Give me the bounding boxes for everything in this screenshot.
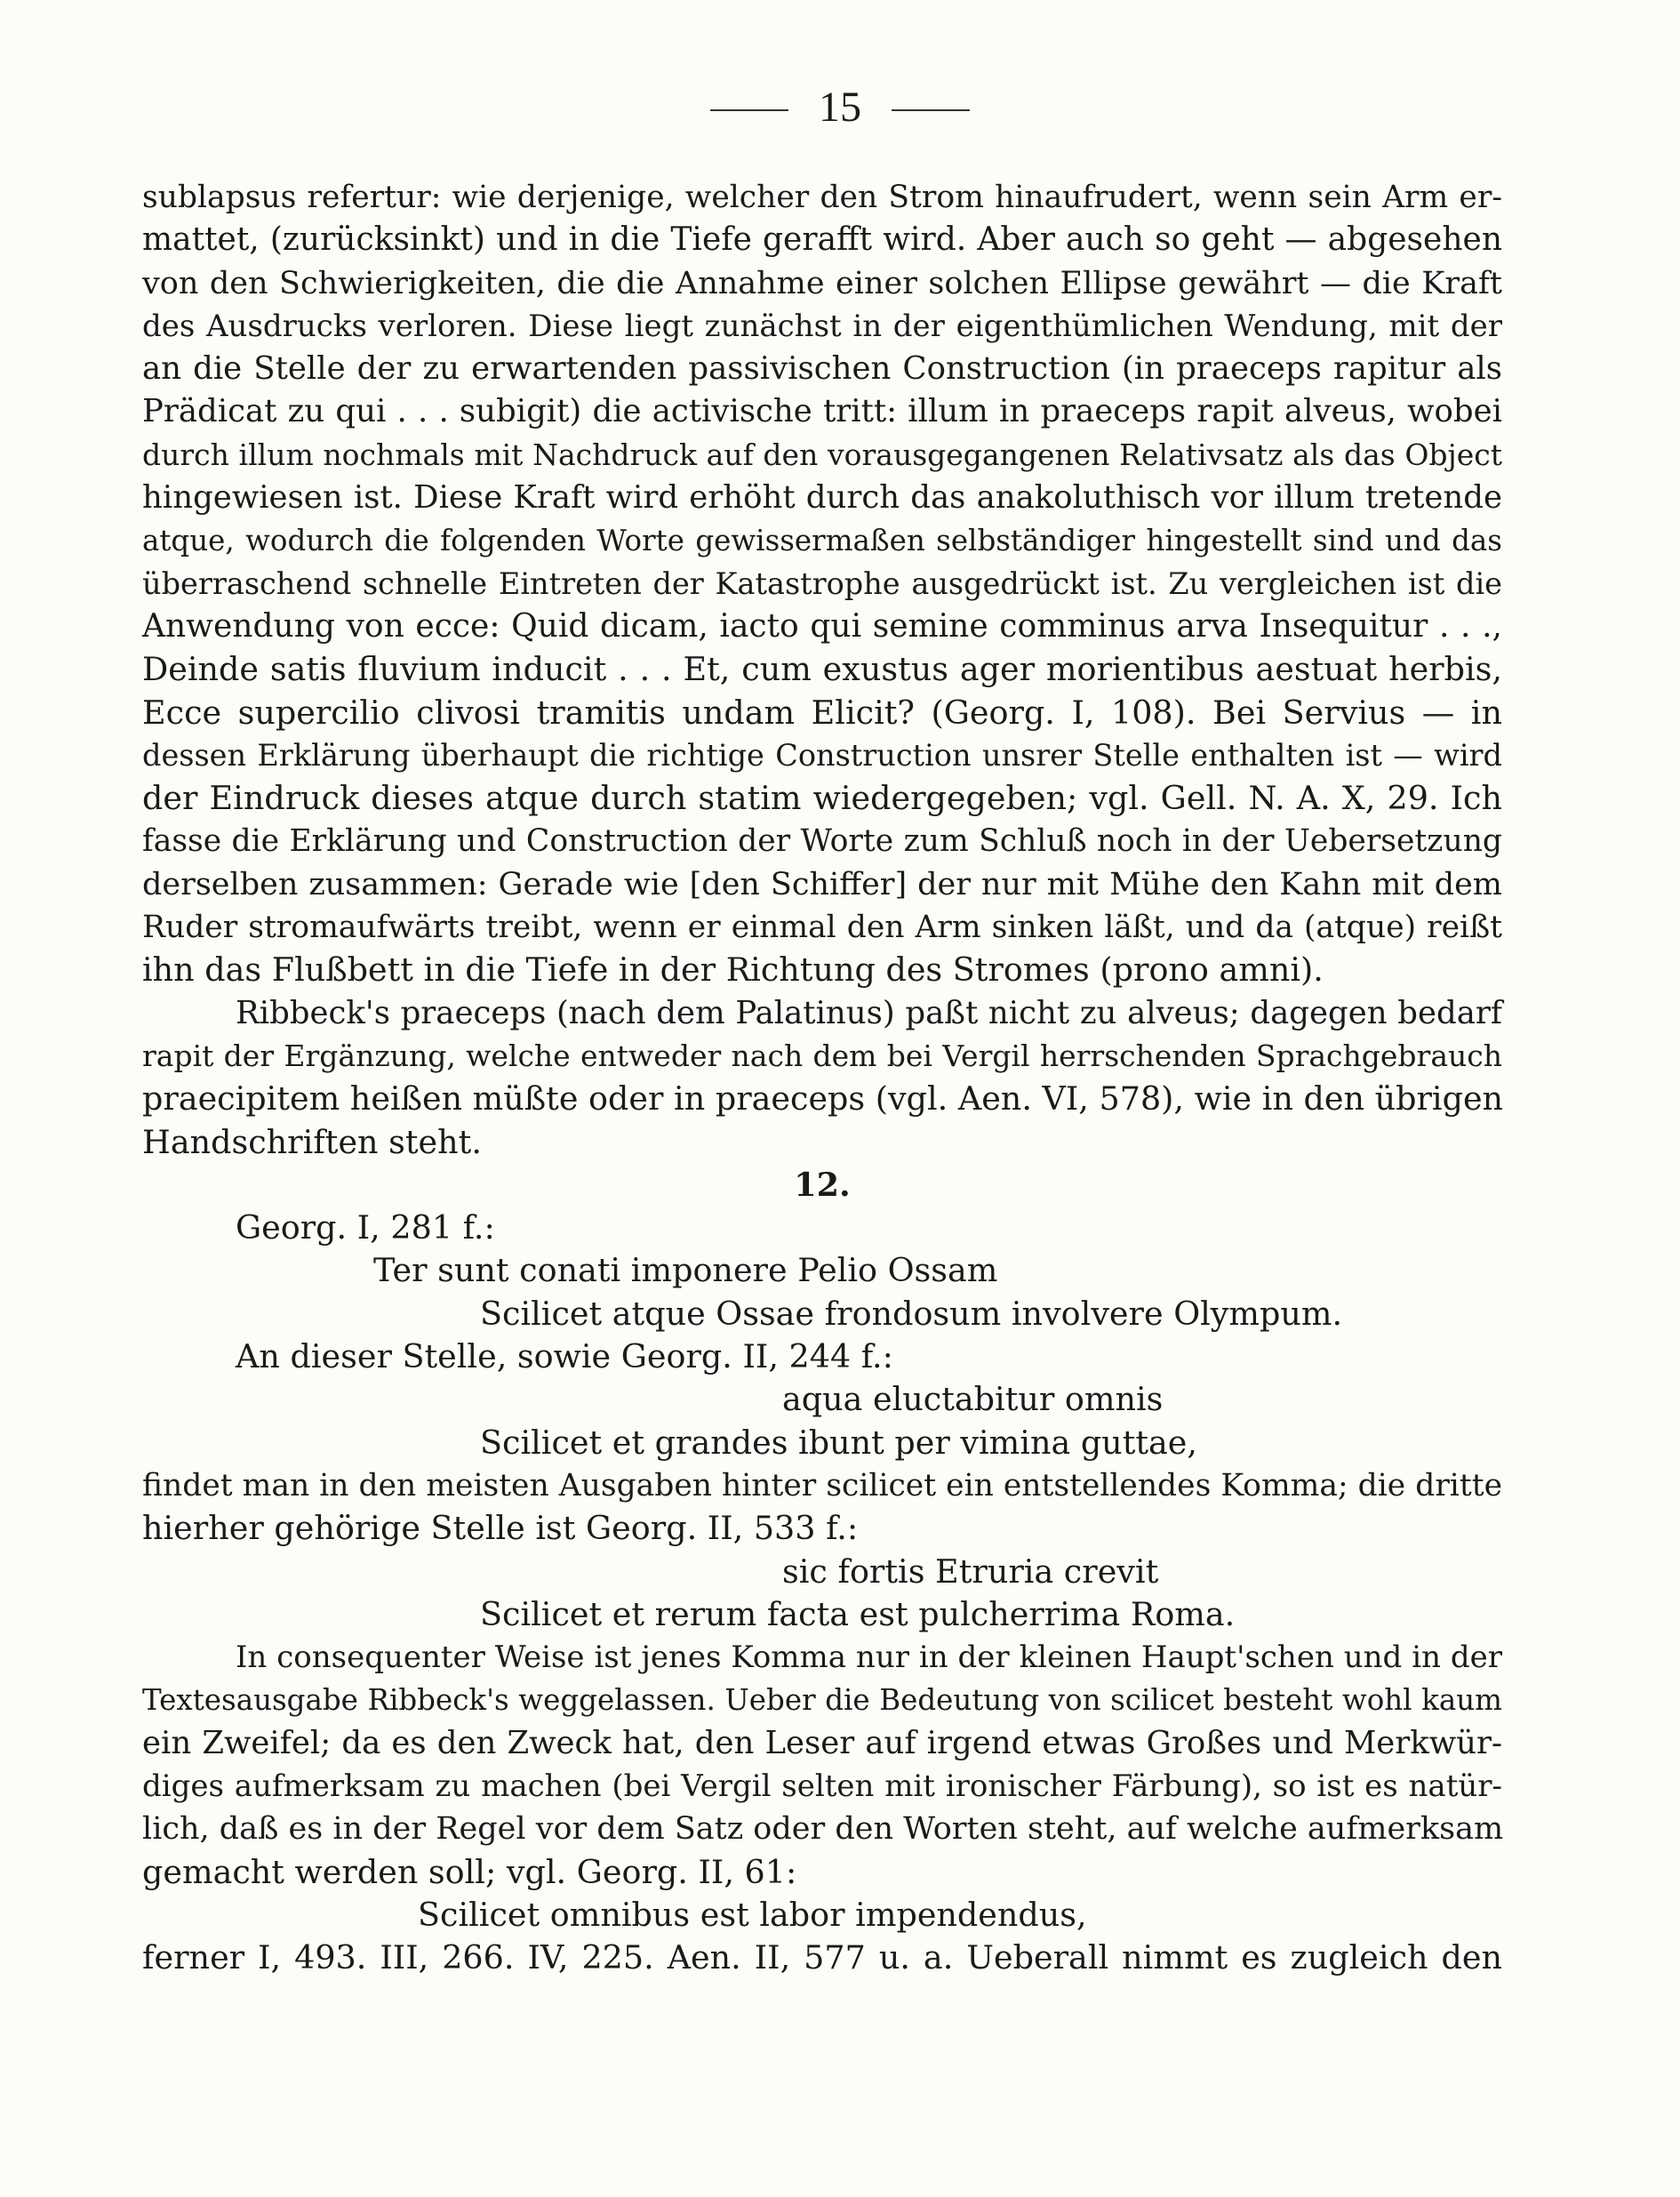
- text-line: hierher gehörige Stelle ist Georg. II, 533 f.:: [142, 1509, 859, 1548]
- page-header: [0, 80, 1680, 133]
- text-line: praecipitem heißen müßte oder in praeceps (vgl. Aen. VI, 578), wie in den übrigen: [142, 1079, 1504, 1119]
- text-line: Ecce supercilio clivosi tramitis undam Elicit? (Georg. I, 108). Bei Servius — in: [142, 693, 1502, 732]
- text-line: Textesausgabe Ribbeck's weggelassen. Ueber die Bedeutung von scilicet besteht wohl kaum: [142, 1683, 1502, 1718]
- text-line: diges aufmerksam zu machen (bei Vergil selten mit ironischer Färbung), so ist es natür-: [142, 1768, 1502, 1804]
- text-line: mattet, (zurücksinkt) und in die Tiefe gerafft wird. Aber auch so geht — abgesehen: [142, 221, 1502, 259]
- verse-line: aqua eluctabitur omnis: [782, 1380, 1164, 1419]
- verse-line: sic fortis Etruria crevit: [782, 1552, 1159, 1591]
- text-line: sublapsus refertur: wie derjenige, welcher den Strom hinaufrudert, wenn sein Arm er-: [142, 180, 1502, 215]
- verse-line: Scilicet et rerum facta est pulcherrima Roma.: [480, 1594, 1236, 1633]
- header-rule-right: [892, 109, 970, 111]
- text-line: An dieser Stelle, sowie Georg. II, 244 f.:: [236, 1337, 893, 1376]
- text-line: überraschend schnelle Eintreten der Katastrophe ausgedrückt ist. Zu vergleichen ist die: [142, 565, 1502, 601]
- text-line: hingewiesen ist. Diese Kraft wird erhöht durch das anakoluthisch vor illum tretende: [142, 479, 1502, 517]
- text-line: fasse die Erklärung und Construction der Worte zum Schluß noch in der Uebersetzung: [142, 823, 1502, 860]
- text-line: Deinde satis fluvium inducit . . . Et, cum exustus ager morientibus aestuat herbis,: [142, 650, 1502, 689]
- text-line: Prädicat zu qui . . . subigit) die activische tritt: illum in praeceps rapit alveus, wobei: [142, 393, 1502, 430]
- text-line: von den Schwierigkeiten, die die Annahme einer solchen Ellipse gewährt — die Kraft: [142, 265, 1502, 301]
- text-line: ferner I, 493. III, 266. IV, 225. Aen. II, 577 u. a. Ueberall nimmt es zugleich den: [142, 1938, 1502, 1977]
- text-line: der Eindruck dieses atque durch statim wiedergegeben; vgl. Gell. N. A. X, 29. Ich: [142, 779, 1502, 818]
- text-line: Ribbeck's praeceps (nach dem Palatinus) paßt nicht zu alveus; dagegen bedarf: [236, 994, 1502, 1031]
- text-line: des Ausdrucks verloren. Diese liegt zunächst in der eigenthümlichen Wendung, mit der: [142, 308, 1502, 344]
- text-line: rapit der Ergänzung, welche entweder nach dem bei Vergil herrschenden Sprachgebrauch: [142, 1038, 1502, 1073]
- text-line: an die Stelle der zu erwartenden passivischen Construction (in praeceps rapitur als: [142, 350, 1502, 388]
- text-line: Ruder stromaufwärts treibt, wenn er einmal den Arm sinken läßt, und da (atque) reißt: [142, 910, 1502, 946]
- text-line: ein Zweifel; da es den Zweck hat, den Leser auf irgend etwas Großes und Merkwür-: [142, 1724, 1502, 1761]
- text-line: In consequenter Weise ist jenes Komma nur in der kleinen Haupt'schen und in der: [236, 1640, 1502, 1676]
- section-number: 12.: [794, 1165, 851, 1204]
- text-line: Handschriften steht.: [142, 1122, 482, 1161]
- verse-line: Scilicet omnibus est labor impendendus,: [418, 1895, 1087, 1934]
- text-line: derselben zusammen: Gerade wie [den Schiffer] der nur mit Mühe den Kahn mit dem: [142, 866, 1502, 902]
- verse-line: Ter sunt conati imponere Pelio Ossam: [373, 1251, 998, 1290]
- text-line: Anwendung von ecce: Quid dicam, iacto qui semine comminus arva Insequitur . . .,: [142, 607, 1502, 645]
- text-line: durch illum nochmals mit Nachdruck auf den vorausgegangenen Relativsatz als das Object: [142, 437, 1502, 472]
- text-line: findet man in den meisten Ausgaben hinter scilicet ein entstellendes Komma; die dritte: [142, 1467, 1502, 1503]
- body-text: [142, 176, 1502, 1979]
- text-line: ihn das Flußbett in die Tiefe in der Richtung des Stromes (prono amni).: [142, 950, 1324, 990]
- citation-line: Georg. I, 281 f.:: [236, 1208, 495, 1247]
- text-line: atque, wodurch die folgenden Worte gewissermaßen selbständiger hingestellt sind und das: [142, 524, 1502, 558]
- header-rule-left: [710, 109, 788, 111]
- verse-line: Scilicet atque Ossae frondosum involvere Olympum.: [480, 1294, 1343, 1333]
- text-line: lich, daß es in der Regel vor dem Satz oder den Worten steht, auf welche aufmerksam: [142, 1811, 1504, 1848]
- text-line: dessen Erklärung überhaupt die richtige Construction unsrer Stelle enthalten ist — wird: [142, 737, 1502, 773]
- text-line: gemacht werden soll; vgl. Georg. II, 61:: [142, 1852, 797, 1891]
- verse-line: Scilicet et grandes ibunt per vimina guttae,: [480, 1423, 1197, 1462]
- page-number: 15: [819, 83, 861, 131]
